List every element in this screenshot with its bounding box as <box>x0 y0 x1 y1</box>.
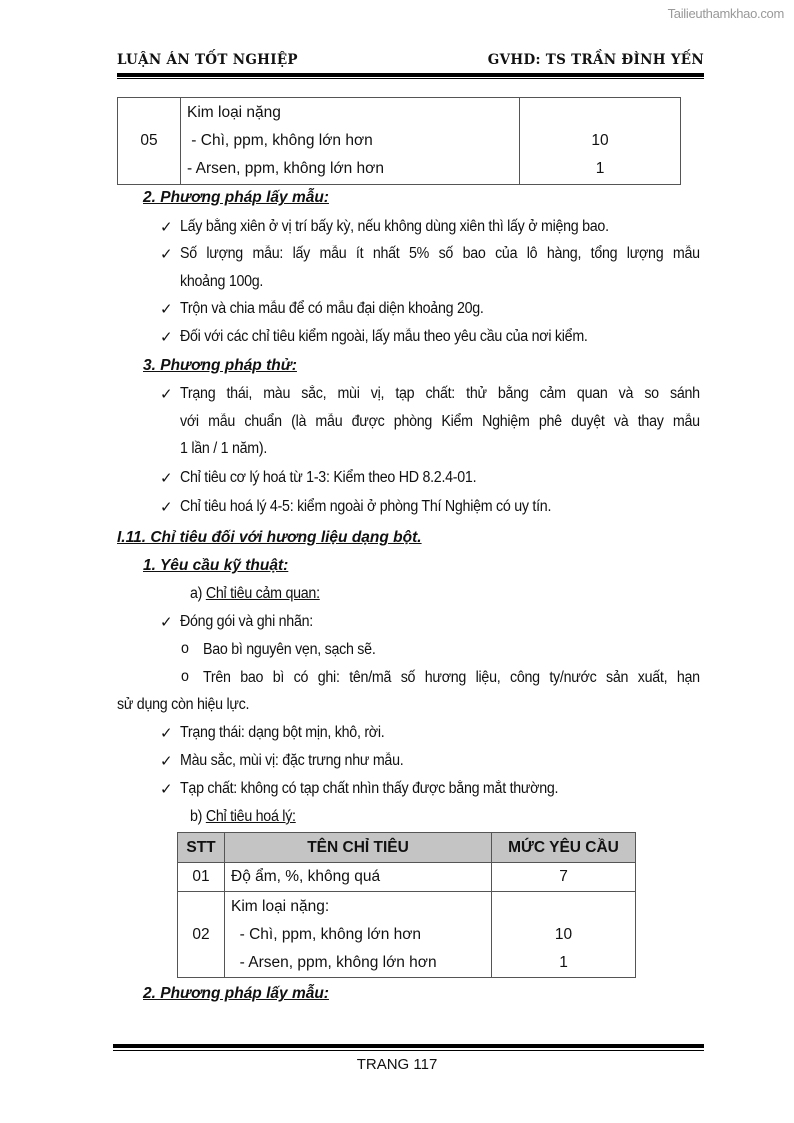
check-icon: ✓ <box>160 301 173 318</box>
line: - Arsen, ppm, không lớn hơn <box>187 160 384 177</box>
test-item-cont: với mẫu chuẩn (là mẫu được phòng Kiểm Nghiệm phê duyệt và thay mẫu <box>180 413 700 430</box>
header-right: GVHD: TS TRẦN ĐÌNH YẾN <box>487 52 704 68</box>
header-left: LUẬN ÁN TỐT NGHIỆP <box>117 52 298 68</box>
test-item: Chỉ tiêu hoá lý 4-5: kiểm ngoài ở phòng Thí Nghiệm có uy tín. <box>180 498 552 515</box>
sub-item: Trên bao bì có ghi: tên/mã số hương liệu, công ty/nước sản xuất, hạn <box>203 669 700 686</box>
heading-test-method: 3. Phương pháp thử: <box>143 357 297 374</box>
check-icon: ✓ <box>160 725 173 742</box>
sampling-item: Trộn và chia mẫu để có mẫu đại diện khoảng 20g. <box>180 300 484 317</box>
watermark: Tailieuthamkhao.com <box>667 6 784 21</box>
value-cell: 7 <box>492 863 636 892</box>
col-header: TÊN CHỈ TIÊU <box>225 833 492 863</box>
check-icon: ✓ <box>160 781 173 798</box>
req-item: Trạng thái: dạng bột mịn, khô, rời. <box>180 724 385 741</box>
value-cell <box>492 892 636 978</box>
col-header: STT <box>178 833 225 863</box>
table-row <box>178 892 636 978</box>
physchem-label <box>190 808 296 826</box>
heading-sampling: 2. Phương pháp lấy mẫu: <box>143 189 329 206</box>
header-rule-thin <box>117 78 704 79</box>
footer-rule-thin <box>113 1050 704 1051</box>
sampling-item: Số lượng mẫu: lấy mẫu ít nhất 5% số bao của lô hàng, tổng lượng mẫu <box>180 245 700 262</box>
name-cell: Độ ẩm, %, không quá <box>225 863 492 892</box>
col-header: MỨC YÊU CẦU <box>492 833 636 863</box>
stt-cell: 01 <box>178 863 225 892</box>
label-a: a) <box>190 585 206 602</box>
table-header-row <box>178 833 636 863</box>
sub-item-cont: sử dụng còn hiệu lực. <box>117 696 250 713</box>
table-row <box>118 98 681 185</box>
check-icon: ✓ <box>160 386 173 403</box>
sampling-item: Lấy bằng xiên ở vị trí bấy kỳ, nếu không dùng xiên thì lấy ở miệng bao. <box>180 218 609 235</box>
line: - Chì, ppm, không lớn hơn <box>231 925 422 943</box>
sub-item: Bao bì nguyên vẹn, sạch sẽ. <box>203 641 376 658</box>
name-cell <box>225 892 492 978</box>
line: 10 <box>591 132 609 149</box>
check-icon: ✓ <box>160 753 173 770</box>
sensory-label <box>190 585 320 603</box>
line: - Chì, ppm, không lớn hơn <box>187 132 373 149</box>
circle-bullet-icon: o <box>181 668 189 685</box>
section-heading: I.11. Chỉ tiêu đối với hương liệu dạng bột. <box>117 529 422 546</box>
check-icon: ✓ <box>160 329 173 346</box>
req-item: Màu sắc, mùi vị: đặc trưng như mẫu. <box>180 752 404 769</box>
value-cell <box>520 98 681 185</box>
table-row <box>178 863 636 892</box>
line: Kim loại nặng: <box>231 897 330 915</box>
heading-requirements: 1. Yêu cầu kỹ thuật: <box>143 557 289 574</box>
check-icon: ✓ <box>160 614 173 631</box>
test-item: Chỉ tiêu cơ lý hoá từ 1-3: Kiểm theo HD 8.2.4-01. <box>180 469 477 486</box>
test-item: Trạng thái, màu sắc, mùi vị, tạp chất: thử bằng cảm quan và so sánh <box>180 385 700 402</box>
check-icon: ✓ <box>160 246 173 263</box>
check-icon: ✓ <box>160 219 173 236</box>
line: Kim loại nặng <box>187 104 281 121</box>
footer-rule <box>113 1044 704 1048</box>
req-item: Tạp chất: không có tạp chất nhìn thấy được bằng mắt thường. <box>180 780 559 797</box>
heading-sampling-2: 2. Phương pháp lấy mẫu: <box>143 985 329 1002</box>
line: 1 <box>559 953 568 971</box>
test-item-cont: 1 lần / 1 năm). <box>180 440 268 457</box>
label-b: b) <box>190 808 206 825</box>
req-item: Đóng gói và ghi nhãn: <box>180 613 313 630</box>
page-number: TRANG 117 <box>356 1056 438 1073</box>
name-cell <box>181 98 520 185</box>
line: - Arsen, ppm, không lớn hơn <box>231 953 437 971</box>
sampling-item: Đối với các chỉ tiêu kiểm ngoài, lấy mẫu theo yêu cầu của nơi kiểm. <box>180 328 588 345</box>
stt-cell: 02 <box>178 892 225 978</box>
sampling-item-cont: khoảng 100g. <box>180 273 264 290</box>
stt-cell: 05 <box>118 98 181 185</box>
physchem-title: Chỉ tiêu hoá lý: <box>205 808 296 825</box>
table-heavy-metals-continued <box>117 97 681 185</box>
check-icon: ✓ <box>160 499 173 516</box>
check-icon: ✓ <box>160 470 173 487</box>
table-physchem <box>177 832 636 978</box>
sensory-title: Chỉ tiêu cảm quan: <box>205 585 320 602</box>
line: 1 <box>595 160 605 177</box>
circle-bullet-icon: o <box>181 640 189 657</box>
line: 10 <box>554 925 573 943</box>
header-rule <box>117 73 704 77</box>
